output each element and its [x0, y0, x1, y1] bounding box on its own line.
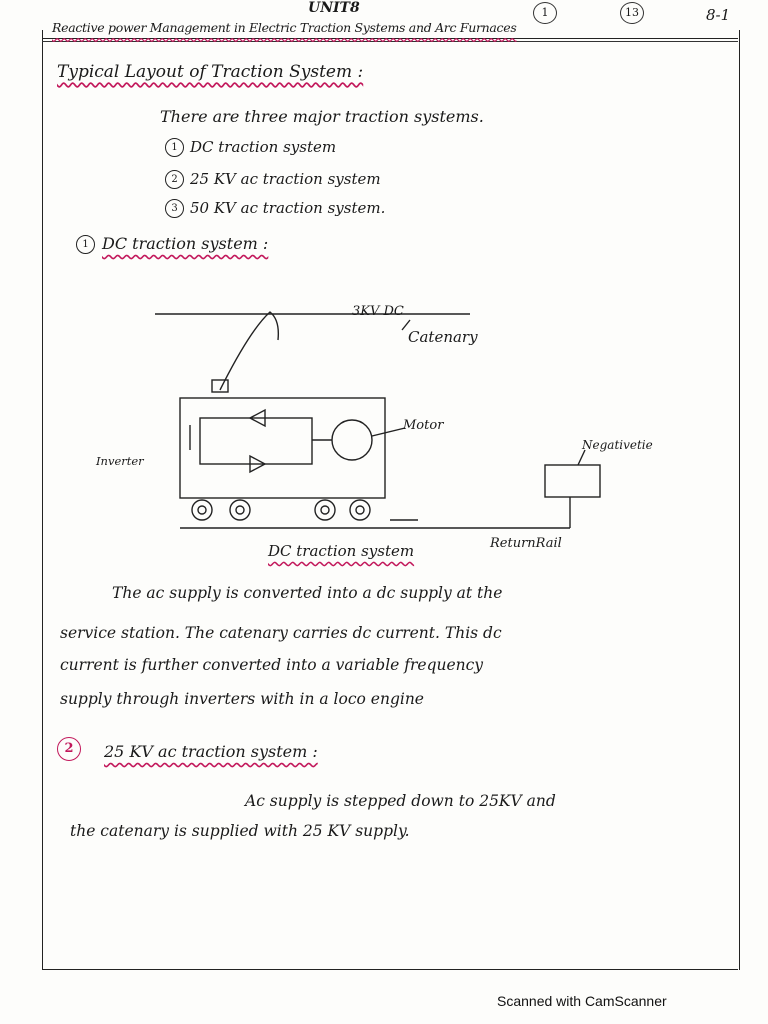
catenary-label: Catenary	[408, 328, 478, 346]
list-item: 25 KV ac traction system	[190, 170, 381, 188]
diagram-caption: DC traction system	[268, 542, 415, 560]
header-rule	[42, 38, 738, 39]
paragraph-line: The ac supply is converted into a dc supply at the	[112, 584, 503, 602]
section-heading: Typical Layout of Traction System :	[57, 62, 364, 82]
supply-label: 3KV DC	[352, 304, 404, 319]
loco-body	[180, 398, 385, 498]
motor-label: Motor	[403, 418, 444, 433]
diagram-drawing	[90, 290, 670, 540]
circled-number: 13	[620, 2, 644, 24]
unit-label: UNIT8	[308, 0, 360, 16]
negative-tie-box	[545, 465, 600, 497]
list-item: DC traction system	[190, 138, 337, 156]
paragraph-line: the catenary is supplied with 25 KV supply.	[70, 822, 410, 840]
scanner-watermark: Scanned with CamScanner	[497, 993, 667, 1009]
header-rule-inner	[42, 41, 738, 42]
paragraph-line: Ac supply is stepped down to 25KV and	[245, 792, 556, 810]
inverter-circuit	[200, 418, 312, 464]
list-number: 1	[165, 138, 184, 157]
pantograph	[220, 312, 278, 390]
page-title: Reactive power Management in Electric Traction Systems and Arc Furnaces	[52, 20, 517, 35]
page-number: 8-1	[706, 6, 731, 24]
paragraph-line: current is further converted into a variable frequency	[60, 656, 484, 674]
section-title: DC traction system :	[102, 234, 269, 253]
paragraph-line: supply through inverters with in a loco engine	[60, 690, 424, 708]
bottom-rule	[42, 969, 738, 970]
circled-number: 1	[533, 2, 557, 24]
section-number: 2	[57, 737, 81, 761]
return-rail-label: ReturnRail	[490, 536, 562, 551]
list-item: 50 KV ac traction system.	[190, 199, 386, 217]
section-title: 25 KV ac traction system :	[104, 742, 318, 761]
list-number: 2	[165, 170, 184, 189]
motor-circle	[332, 420, 372, 460]
list-number: 3	[165, 199, 184, 218]
inverter-label: Inverter	[96, 454, 144, 468]
negative-tie-label: Negativetie	[582, 438, 653, 452]
pantograph-base	[212, 380, 228, 392]
paragraph-line: service station. The catenary carries dc current. This dc	[60, 624, 502, 642]
section-number: 1	[76, 235, 95, 254]
intro-text: There are three major traction systems.	[160, 107, 484, 126]
